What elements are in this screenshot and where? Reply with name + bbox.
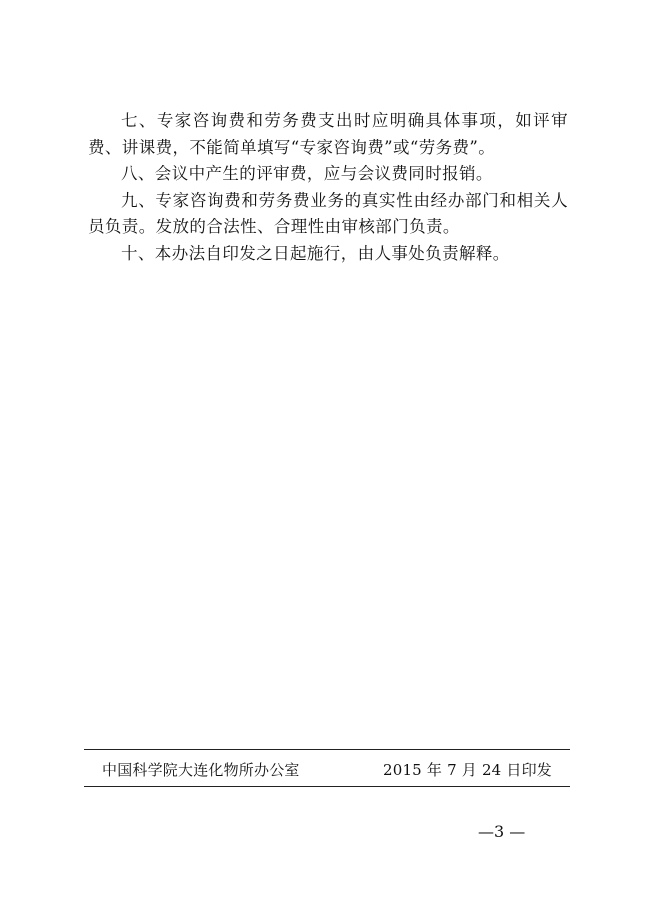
- issuing-organization: 中国科学院大连化物所办公室: [102, 761, 300, 779]
- paragraph-7: 七、专家咨询费和劳务费支出时应明确具体事项，如评审费、讲课费，不能简单填写“专家咨询费”或“劳务费”。: [88, 111, 568, 157]
- document-body: [88, 108, 568, 267]
- page-number: —3 —: [478, 822, 526, 841]
- paragraph-9: 九、专家咨询费和劳务费业务的真实性由经办部门和相关人员负责。发放的合法性、合理性由审核部门负责。: [88, 190, 568, 236]
- paragraph-8: 八、会议中产生的评审费，应与会议费同时报销。: [121, 164, 493, 183]
- imprint-block: [84, 749, 570, 787]
- issue-date: 2015 年 7 月 24 日印发: [382, 761, 552, 779]
- paragraph-10: 十、本办法自印发之日起施行，由人事处负责解释。: [121, 243, 510, 263]
